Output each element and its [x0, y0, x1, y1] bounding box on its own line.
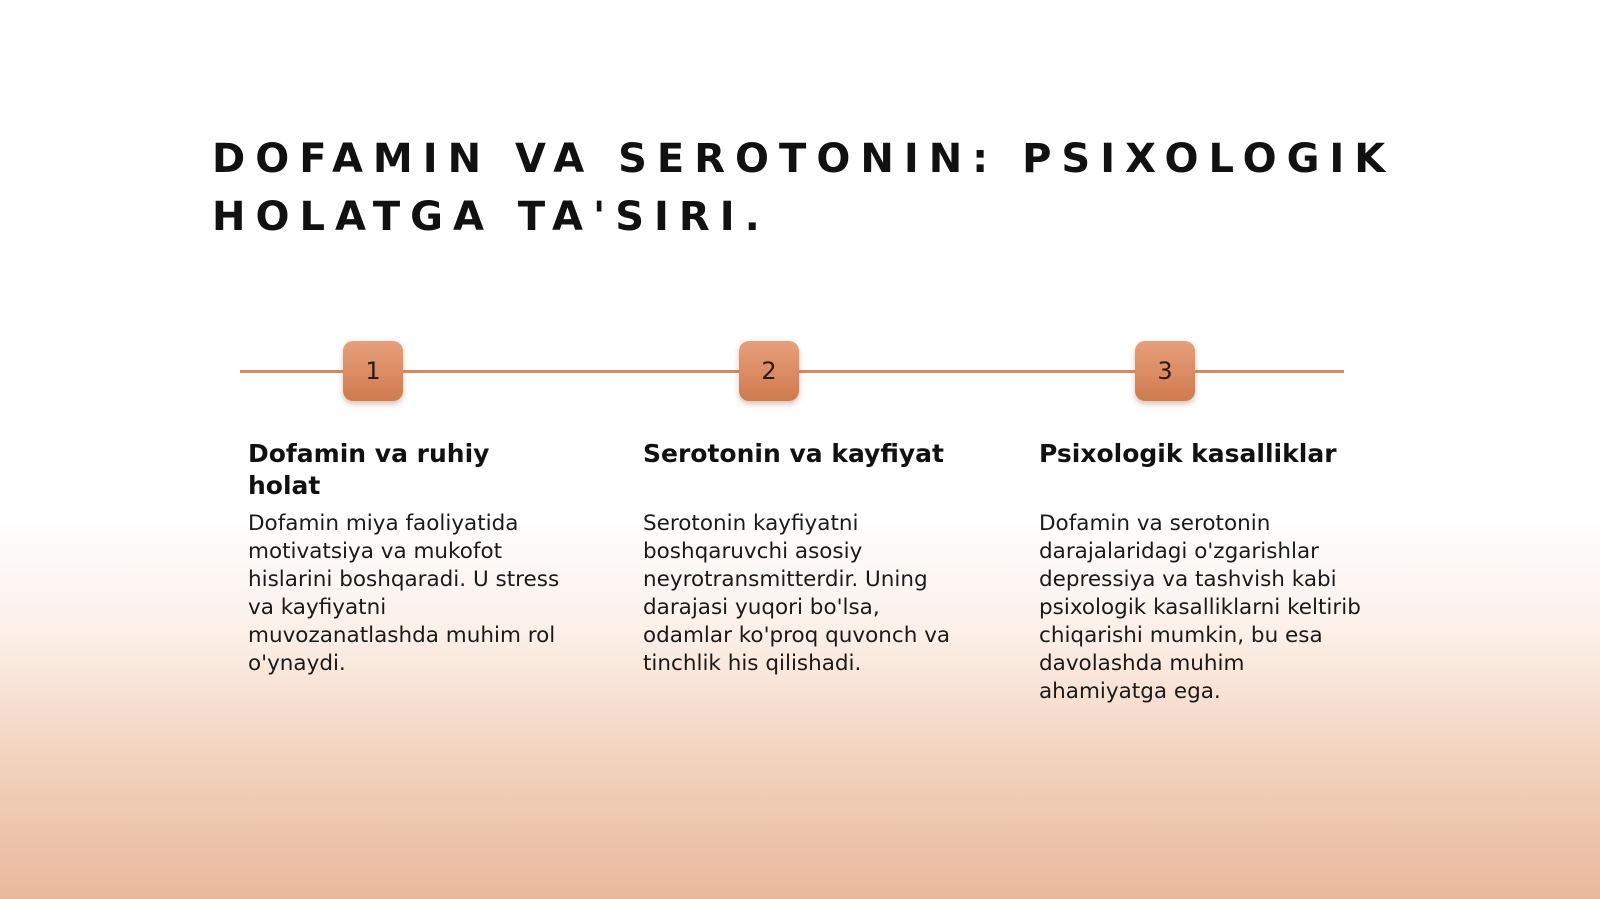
step-marker-2 — [739, 341, 799, 401]
step-heading-3: Psixologik kasalliklar — [1039, 439, 1337, 468]
step-number-2: 2 — [761, 357, 777, 385]
slide-title: DOFAMIN VA SEROTONIN: PSIXOLOGIK HOLATGA TA'SIRI. — [212, 136, 1396, 240]
step-heading-1: Dofamin va ruhiy holat — [248, 439, 490, 500]
step-marker-3 — [1135, 341, 1195, 401]
step-marker-1 — [343, 341, 403, 401]
step-column-3 — [1039, 438, 1369, 706]
step-text-3: Dofamin va serotonin darajalaridagi o'zgarishlar depressiya va tashvish kabi psixologik kasalliklarni keltirib chiqarishi mumkin, bu esa davolashda muhim ahamiyatga ega. — [1039, 511, 1361, 704]
step-text-1: Dofamin miya faoliyatida motivatsiya va mukofot hislarini boshqaradi. U stress va kayfiyatni muvozanatlashda muhim rol o'ynaydi. — [248, 511, 560, 676]
step-number-3: 3 — [1157, 357, 1173, 385]
step-number-1: 1 — [365, 357, 381, 385]
step-text-2: Serotonin kayfiyatni boshqaruvchi asosiy neyrotransmitterdir. Uning darajasi yuqori bo'lsa, odamlar ko'proq quvonch va tinchlik his qilishadi. — [643, 511, 951, 676]
step-column-1 — [248, 438, 578, 678]
step-column-2 — [643, 438, 973, 678]
step-heading-2: Serotonin va kayfiyat — [643, 439, 945, 468]
